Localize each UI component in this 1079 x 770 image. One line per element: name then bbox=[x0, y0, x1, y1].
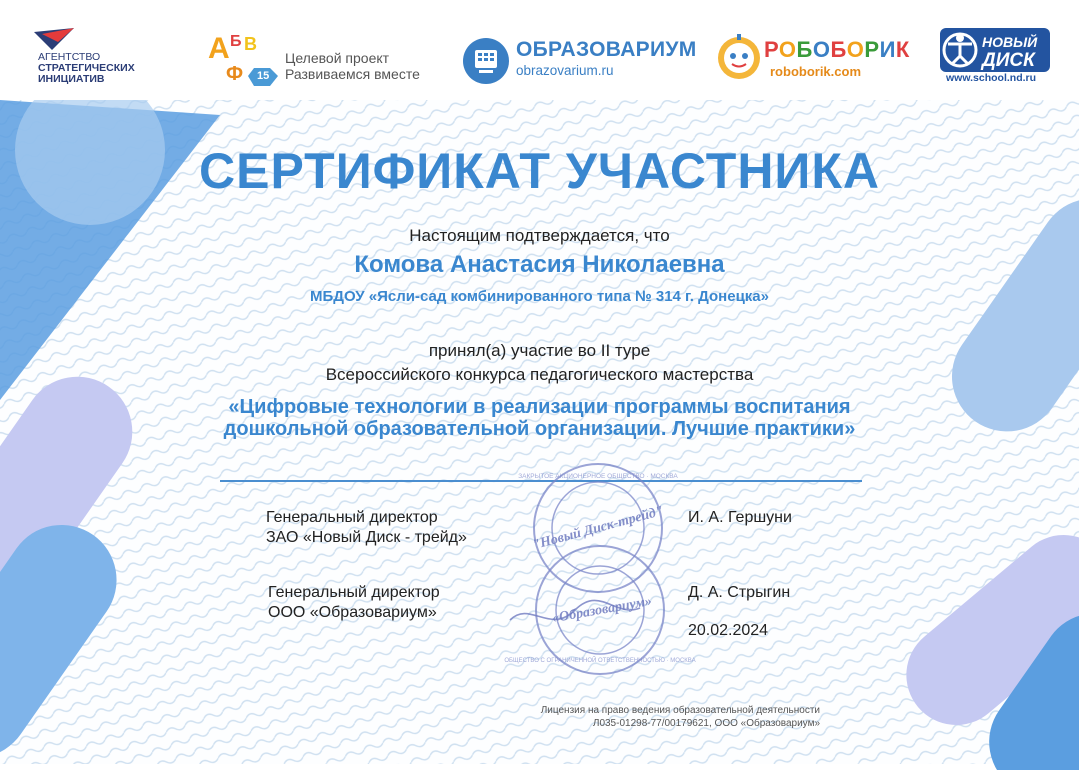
license-note bbox=[420, 704, 820, 730]
signer2-company: ООО «Образовариум» bbox=[268, 604, 437, 621]
signer2-block bbox=[268, 583, 440, 623]
license-line1: Лицензия на право ведения образовательной деятельности bbox=[540, 705, 820, 716]
svg-text:ДИСК: ДИСК bbox=[982, 50, 1035, 71]
asi-arrow-logo-icon bbox=[34, 28, 78, 52]
roboborik-title: РОБОБОРИК bbox=[764, 37, 910, 62]
issue-date: 20.02.2024 bbox=[688, 622, 769, 639]
contest-title-line2: дошкольной образовательной организации. Лучшие практики» bbox=[223, 418, 856, 440]
obrazovarium-title: ОБРАЗОВАРИУМ bbox=[516, 38, 697, 61]
license-line2: Л035-01298-77/00179621, ООО «Образовариум» bbox=[592, 718, 820, 729]
signer2-name: Д. А. Стрыгин bbox=[688, 584, 791, 601]
stamp1-ring-text: ЗАКРЫТОЕ АКЦИОНЕРНОЕ ОБЩЕСТВО · МОСКВА bbox=[518, 473, 678, 480]
certificate-title: СЕРТИФИКАТ УЧАСТНИКА bbox=[199, 143, 880, 199]
signer1-name: И. А. Гершуни bbox=[688, 509, 792, 526]
svg-text:Ф: Ф bbox=[226, 63, 244, 85]
signer2-position: Генеральный директор bbox=[268, 584, 440, 601]
contest-text: Всероссийского конкурса педагогического мастерства bbox=[325, 365, 754, 384]
svg-text:В: В bbox=[244, 34, 257, 54]
asi-logo-text bbox=[38, 52, 135, 85]
svg-text:А: А bbox=[208, 32, 230, 65]
target-project-line1: Целевой проект bbox=[285, 50, 390, 66]
svg-text:Б: Б bbox=[230, 33, 242, 50]
novy-disk-url: www.school.nd.ru bbox=[946, 72, 1037, 84]
obrazovarium-url: obrazovarium.ru bbox=[516, 63, 614, 78]
target-project-line2: Развиваемся вместе bbox=[285, 66, 420, 82]
participant-name: Комова Анастасия Николаевна bbox=[354, 251, 725, 278]
roboborik-url: roboborik.com bbox=[770, 64, 862, 79]
confirm-text: Настоящим подтверждается, что bbox=[409, 226, 670, 245]
asi-line2: СТРАТЕГИЧЕСКИХ bbox=[38, 62, 135, 74]
svg-text:НОВЫЙ: НОВЫЙ bbox=[982, 34, 1038, 50]
stamp1-center-text: "Новый Диск-трейд" bbox=[531, 503, 666, 554]
decor-pill-right-bottom bbox=[880, 540, 1079, 764]
logos-header bbox=[0, 0, 1079, 100]
stamp-obrazovarium bbox=[504, 540, 696, 680]
stamp2-ring-text: ОБЩЕСТВО С ОГРАНИЧЕННОЙ ОТВЕТСТВЕННОСТЬЮ · МОСКВА bbox=[504, 658, 696, 664]
roboborik-robot-icon bbox=[716, 34, 762, 82]
signer1-position: Генеральный директор bbox=[266, 509, 438, 526]
stamp2-center-text: «Образовариум» bbox=[551, 594, 653, 627]
participant-organization: МБДОУ «Ясли-сад комбинированного типа № 314 г. Донецка» bbox=[310, 288, 769, 305]
target-project-text bbox=[285, 50, 420, 82]
signer1-company: ЗАО «Новый Диск - трейд» bbox=[266, 529, 467, 546]
obrazovarium-logo-icon bbox=[463, 38, 509, 84]
contest-title-line1: «Цифровые технологии в реализации программы воспитания bbox=[228, 396, 851, 418]
participation-text: принял(а) участие во II туре bbox=[428, 341, 651, 360]
asi-line3: ИНИЦИАТИВ bbox=[38, 73, 105, 85]
novy-disk-logo-icon bbox=[940, 28, 1050, 72]
target-project-badge: 15 bbox=[257, 70, 270, 82]
signer1-block bbox=[266, 508, 467, 548]
decor-pill-left-lavender bbox=[0, 410, 200, 770]
asi-line1: АГЕНТСТВО bbox=[38, 51, 101, 63]
